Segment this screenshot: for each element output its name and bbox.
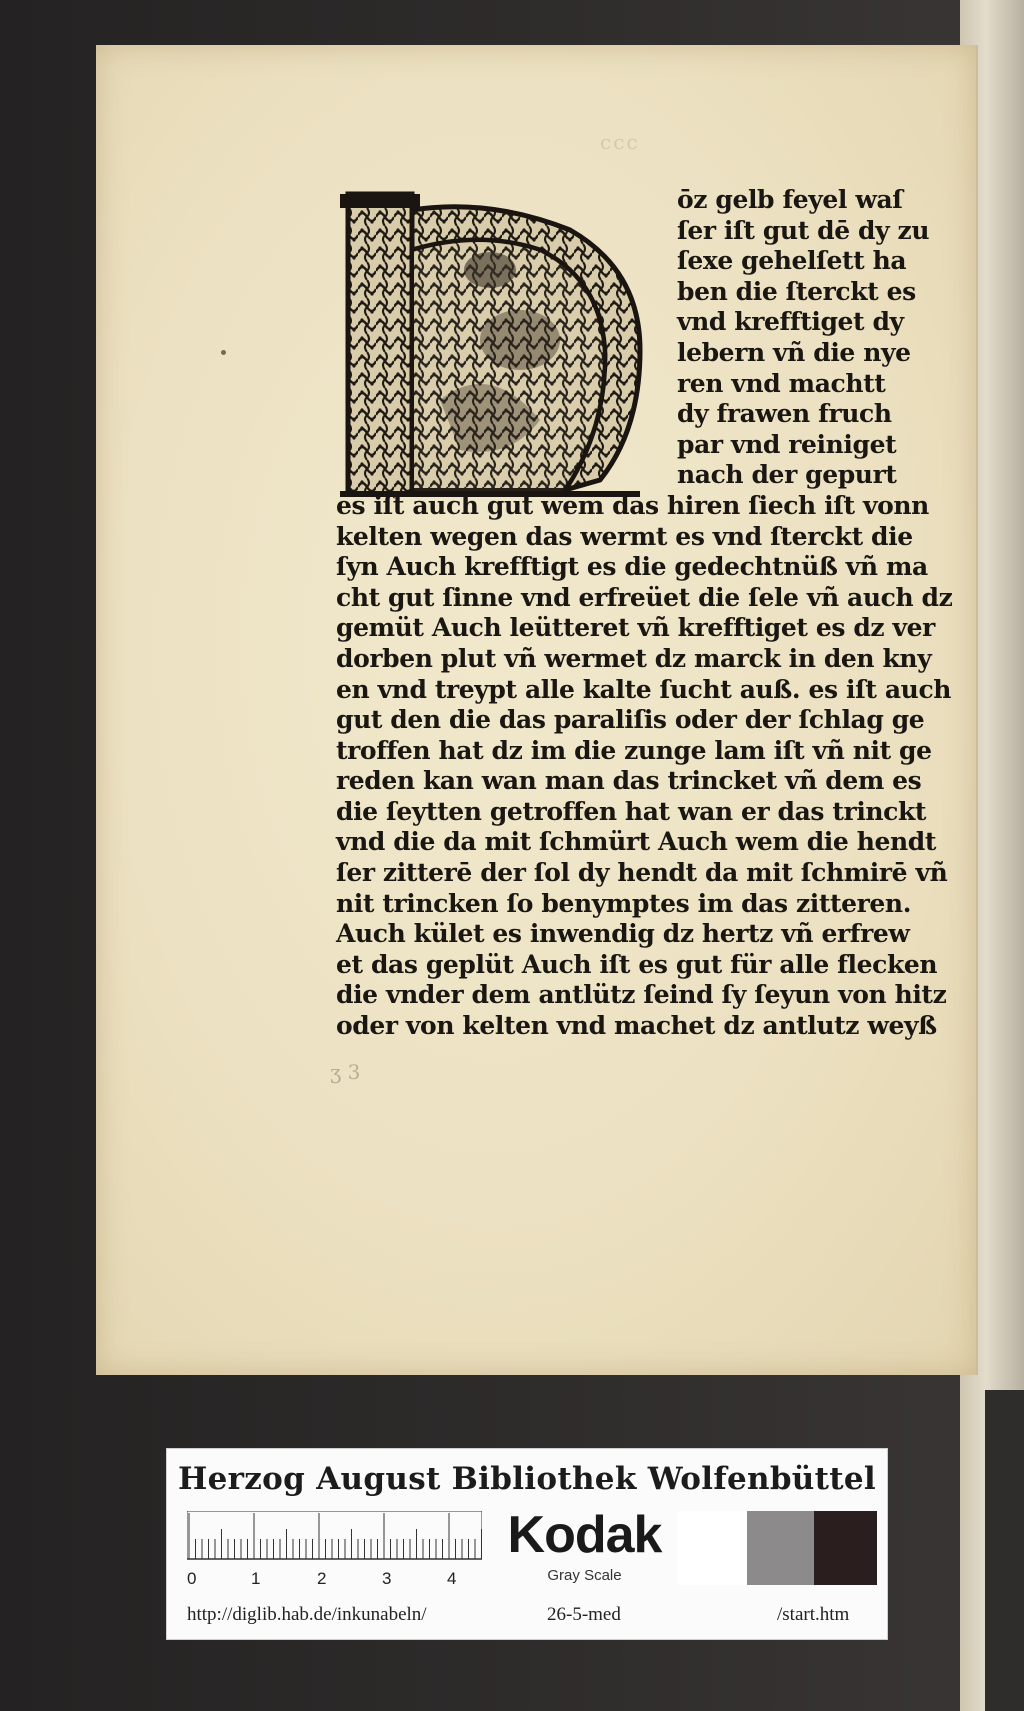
text-line: nach der gepurt (677, 460, 897, 490)
text-line: gemüt Auch leütteret vñ krefftiget es dz ver (336, 613, 935, 643)
text-line: die vnder dem antlütz ſeind ſy ſeyun von hitz (336, 980, 947, 1010)
ruler-number: 2 (317, 1569, 327, 1588)
text-line: vnd krefftiget dy (677, 307, 904, 337)
text-line: ſexe gehelſett ha (677, 246, 907, 276)
text-line: oder von kelten vnd machet dz antlutz weyß (336, 1011, 937, 1041)
shelfmark: 26-5-med (547, 1604, 621, 1625)
text-line: es iſt auch gut wem das hiren ſiech iſt vonn (336, 490, 929, 520)
gray-swatch (747, 1511, 814, 1585)
text-line: troffen hat dz im die zunge lam iſt vñ nit ge (336, 735, 932, 765)
ruler-number: 1 (251, 1569, 261, 1588)
ruler (187, 1511, 482, 1589)
signature-mark: ʒ 3 (330, 1060, 361, 1084)
text-line: kelten wegen das wermt es vnd ſterckt die (336, 521, 913, 551)
ruler-number: 4 (447, 1569, 457, 1588)
text-line: dorben plut vñ wermet dz marck in den kny (336, 643, 932, 673)
color-calibration-card (166, 1448, 888, 1640)
facing-page-shadow (985, 1390, 1024, 1711)
library-title: Herzog August Bibliothek Wolfenbüttel (178, 1461, 876, 1497)
text-line: vnd die da mit ſchmürt Auch wem die hendt (336, 827, 936, 857)
text-line: et das geplüt Auch iſt es gut für alle flecken (336, 949, 938, 979)
text-line: cht gut ſinne vnd erfreüet die ſele vñ auch dz (336, 582, 953, 612)
url-prefix: http://diglib.hab.de/inkunabeln/ (187, 1604, 427, 1625)
text-line: nit trincken ſo benymptes im das zitteren. (336, 888, 911, 918)
white-swatch (677, 1511, 747, 1585)
black-swatch (814, 1511, 877, 1585)
text-line: ſyn Auch krefftigt es die gedechtnüß vñ ma (336, 552, 928, 582)
text-line: lebern vñ die nye (677, 337, 911, 367)
show-through-text: ccc (600, 130, 640, 154)
text-line: ōz gelb feyel waſ (677, 185, 903, 214)
gray-scale-label: Gray Scale (547, 1567, 622, 1584)
text-line: en vnd treypt alle kalte ſucht auß. es iſt auch (336, 674, 952, 704)
text-line: Auch kület es inwendig dz hertz vñ erfrew (336, 919, 910, 949)
paper-spot (221, 350, 226, 355)
body-text (336, 185, 953, 1042)
text-line: ren vnd machtt (677, 368, 886, 398)
url-suffix: /start.htm (777, 1604, 850, 1625)
text-line: ſer iſt gut dē dy zu (677, 215, 930, 245)
text-line: dy frawen fruch (677, 399, 892, 429)
text-line: die ſeytten getroffen hat wan er das trinckt (336, 796, 927, 826)
ruler-number: 3 (382, 1569, 392, 1588)
text-line: ben die ſterckt es (677, 276, 916, 306)
text-line: reden kan wan man das trincket vñ dem es (336, 766, 922, 796)
text-line: gut den die das paraliſis oder der ſchlag ge (336, 705, 925, 735)
text-line: par vnd reiniget (677, 429, 897, 459)
text-line: ſer zitterē der ſol dy hendt da mit ſchmirē vñ (336, 858, 948, 888)
ruler-number: 0 (187, 1569, 197, 1588)
kodak-logo: Kodak (507, 1506, 662, 1564)
